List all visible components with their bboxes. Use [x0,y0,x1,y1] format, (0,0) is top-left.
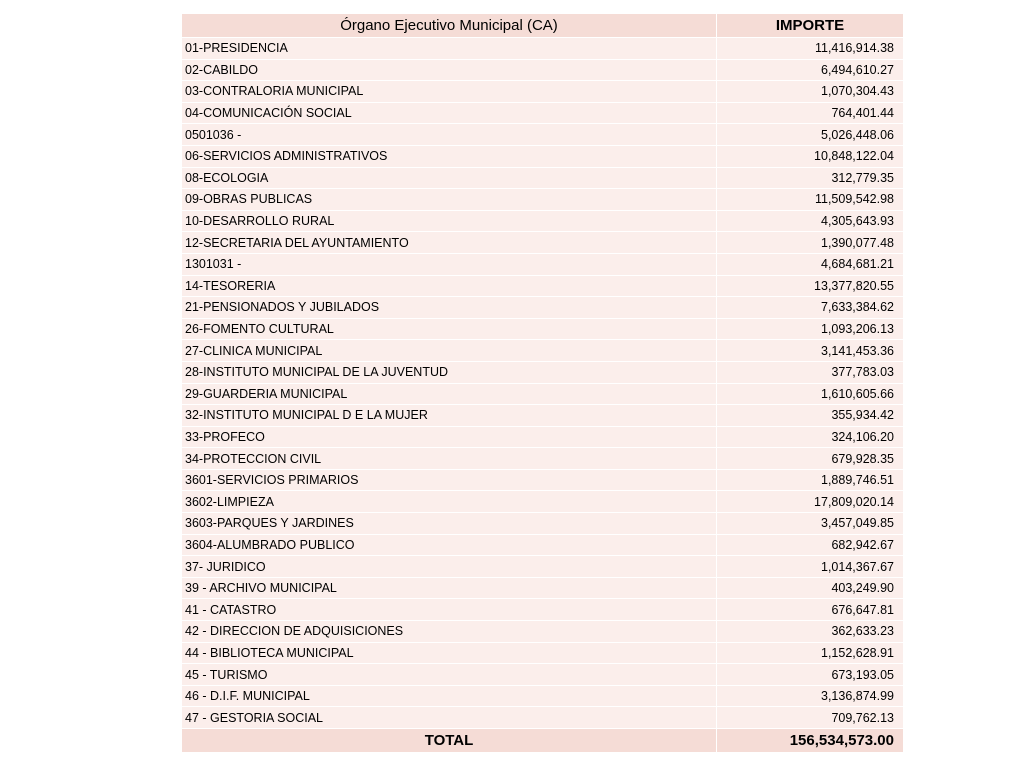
row-amount: 682,942.67 [717,534,904,556]
row-organ-name: 39 - ARCHIVO MUNICIPAL [182,577,717,599]
row-amount: 3,141,453.36 [717,340,904,362]
row-organ-name: 0501036 - [182,124,717,146]
row-organ-name: 3603-PARQUES Y JARDINES [182,513,717,535]
table-row [182,621,904,643]
table-row [182,210,904,232]
header-organ: Órgano Ejecutivo Municipal (CA) [182,14,717,38]
row-amount: 1,070,304.43 [717,81,904,103]
table-row [182,448,904,470]
row-organ-name: 12-SECRETARIA DEL AYUNTAMIENTO [182,232,717,254]
row-amount: 312,779.35 [717,167,904,189]
row-amount: 4,684,681.21 [717,253,904,275]
row-organ-name: 3604-ALUMBRADO PUBLICO [182,534,717,556]
row-amount: 11,509,542.98 [717,189,904,211]
row-amount: 355,934.42 [717,405,904,427]
table-row [182,340,904,362]
row-amount: 709,762.13 [717,707,904,729]
table-body [182,38,904,729]
row-amount: 1,889,746.51 [717,469,904,491]
row-organ-name: 37- JURIDICO [182,556,717,578]
table-row [182,275,904,297]
row-amount: 3,457,049.85 [717,513,904,535]
row-amount: 1,390,077.48 [717,232,904,254]
row-amount: 1,093,206.13 [717,318,904,340]
row-organ-name: 32-INSTITUTO MUNICIPAL D E LA MUJER [182,405,717,427]
budget-table [181,13,904,753]
table-row [182,513,904,535]
row-amount: 5,026,448.06 [717,124,904,146]
row-amount: 324,106.20 [717,426,904,448]
row-organ-name: 03-CONTRALORIA MUNICIPAL [182,81,717,103]
row-organ-name: 02-CABILDO [182,59,717,81]
row-organ-name: 3602-LIMPIEZA [182,491,717,513]
row-organ-name: 10-DESARROLLO RURAL [182,210,717,232]
table-row [182,81,904,103]
row-amount: 676,647.81 [717,599,904,621]
row-organ-name: 26-FOMENTO CULTURAL [182,318,717,340]
table-row [182,599,904,621]
row-amount: 362,633.23 [717,621,904,643]
table-row [182,318,904,340]
table-row [182,577,904,599]
row-amount: 1,152,628.91 [717,642,904,664]
row-organ-name: 04-COMUNICACIÓN SOCIAL [182,102,717,124]
table-row [182,491,904,513]
row-organ-name: 08-ECOLOGIA [182,167,717,189]
total-row [182,729,904,753]
row-organ-name: 33-PROFECO [182,426,717,448]
table-row [182,469,904,491]
table-row [182,556,904,578]
row-amount: 10,848,122.04 [717,145,904,167]
row-organ-name: 3601-SERVICIOS PRIMARIOS [182,469,717,491]
table-row [182,685,904,707]
table-row [182,707,904,729]
table-row [182,426,904,448]
table-row [182,383,904,405]
row-amount: 13,377,820.55 [717,275,904,297]
total-amount: 156,534,573.00 [717,729,904,753]
total-label: TOTAL [182,729,717,753]
table-row [182,405,904,427]
table-row [182,102,904,124]
row-amount: 764,401.44 [717,102,904,124]
row-organ-name: 44 - BIBLIOTECA MUNICIPAL [182,642,717,664]
row-amount: 673,193.05 [717,664,904,686]
row-organ-name: 28-INSTITUTO MUNICIPAL DE LA JUVENTUD [182,361,717,383]
row-amount: 679,928.35 [717,448,904,470]
row-organ-name: 01-PRESIDENCIA [182,38,717,60]
row-organ-name: 14-TESORERIA [182,275,717,297]
row-organ-name: 46 - D.I.F. MUNICIPAL [182,685,717,707]
table-row [182,189,904,211]
row-amount: 403,249.90 [717,577,904,599]
row-organ-name: 42 - DIRECCION DE ADQUISICIONES [182,621,717,643]
row-organ-name: 47 - GESTORIA SOCIAL [182,707,717,729]
table-row [182,664,904,686]
table-row [182,145,904,167]
table-row [182,297,904,319]
row-organ-name: 34-PROTECCION CIVIL [182,448,717,470]
row-organ-name: 21-PENSIONADOS Y JUBILADOS [182,297,717,319]
table-row [182,642,904,664]
header-row [182,14,904,38]
row-amount: 6,494,610.27 [717,59,904,81]
row-amount: 1,014,367.67 [717,556,904,578]
row-organ-name: 06-SERVICIOS ADMINISTRATIVOS [182,145,717,167]
table-row [182,59,904,81]
row-organ-name: 29-GUARDERIA MUNICIPAL [182,383,717,405]
table-row [182,232,904,254]
row-amount: 377,783.03 [717,361,904,383]
header-amount: IMPORTE [717,14,904,38]
row-organ-name: 45 - TURISMO [182,664,717,686]
row-amount: 3,136,874.99 [717,685,904,707]
table-row [182,253,904,275]
table-row [182,534,904,556]
table-row [182,167,904,189]
row-amount: 1,610,605.66 [717,383,904,405]
row-amount: 4,305,643.93 [717,210,904,232]
row-amount: 7,633,384.62 [717,297,904,319]
row-amount: 17,809,020.14 [717,491,904,513]
row-organ-name: 41 - CATASTRO [182,599,717,621]
row-organ-name: 27-CLINICA MUNICIPAL [182,340,717,362]
table-row [182,124,904,146]
row-organ-name: 1301031 - [182,253,717,275]
table-row [182,38,904,60]
table-row [182,361,904,383]
row-organ-name: 09-OBRAS PUBLICAS [182,189,717,211]
row-amount: 11,416,914.38 [717,38,904,60]
